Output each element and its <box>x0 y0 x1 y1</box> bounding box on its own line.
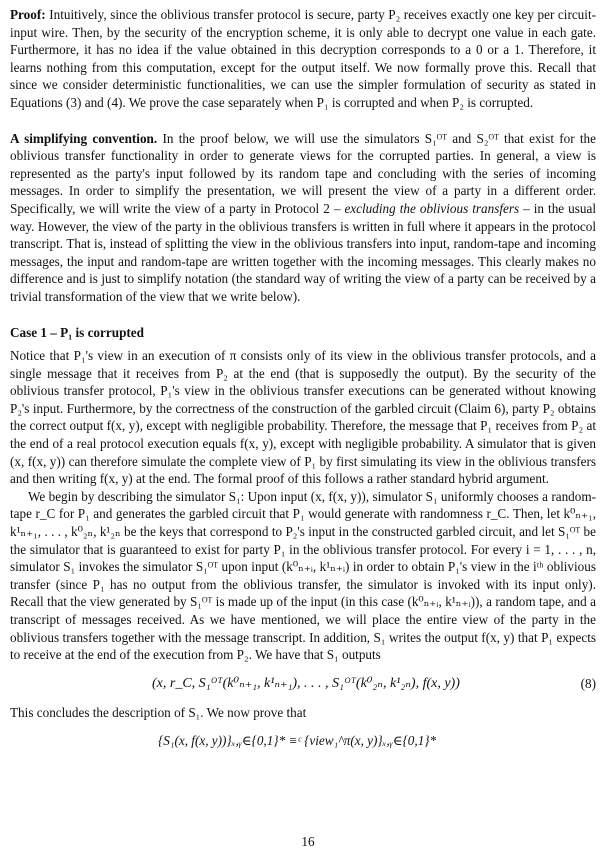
case1-paragraph-1: Notice that P₁'s view in an execution of π consists only of its view in the oblivious transfer protocols, and a single message that it receives from P₂ at the end (that is supposedly the output). By the security of the oblivious transfer protocol, P₁'s view in the oblivious transfer executions can be generated without knowing P₂'s input. Furthermore, by the correctness of the construction of the garbled circuit (Claim 6), party P₂ obtains the correct output f(x, y), except with negligible probability. Therefore, the message that P₁ receives from P₂ at the end of a real protocol execution equals f(x, y), except with negligible probability. A simulator that is given (x, f(x, y)) can therefore simulate the complete view of P₁ by first simulating its view in the oblivious transfers and then writing f(x, y) at the end. The formal proof of this follows a rather standard hybrid argument. <box>10 348 596 487</box>
equation-8 <box>10 670 596 700</box>
conclusion-line: This concludes the description of S₁. We now prove that <box>10 704 307 720</box>
equation-final-body: {S₁(x, f(x, y))}ₓ,ᵧ∈{0,1}* ≡ᶜ {view₁^π(x, y)}ₓ,ᵧ∈{0,1}* <box>158 733 437 749</box>
page-number: 16 <box>301 834 315 849</box>
convention-text-b: – in the usual way. However, the view of the party in the oblivious transfers is written in full where it appears in the protocol transcript. That is, instead of splitting the view in the oblivious transfers into input, random-tape and incoming messages, the input and random-tape are written together with the incoming messages. This clearly makes no difference and is just to simplify notation (the standard way of writing the view of a party can be received by a trivial transformation of the view that we write below). <box>10 200 597 304</box>
equation-final <box>10 727 596 757</box>
proof-paragraph <box>10 6 596 112</box>
convention-label: A simplifying convention. <box>10 130 158 146</box>
equation-8-number: (8) <box>580 675 596 691</box>
case1-paragraph-2: We begin by describing the simulator S₁: Upon input (x, f(x, y)), simulator S₁ uniformly chooses a random-tape r_C for P₁ and generates the garbled circuit that P₁ would generate with randomness r_C. Then, let k⁰ₙ₊₁, k¹ₙ₊₁, . . . , k⁰₂ₙ, k¹₂ₙ be the keys that correspond to P₂'s input in the constructed garbled circuit, and let S₁ᴼᵀ be the simulator that is guaranteed to exist for party P₁ in the oblivious transfer protocol. For every i = 1, . . . , n, simulator S₁ invokes the simulator S₁ᴼᵀ upon input (k⁰ₙ₊ᵢ, k¹ₙ₊ᵢ) in order to obtain P₁'s view in the iᵗʰ oblivious transfer (since P₁ has no output from the oblivious transfer, the simulator is invoked with its input only). Recall that the view generated by S₁ᴼᵀ is made up of the input (in this case (k⁰ₙ₊ᵢ, k¹ₙ₊ᵢ)), a random tape, and a transcript of messages received. As we have mentioned, we will place the entire view of the party in the oblivious transfers together with the message transcript. In addition, S₁ writes the output f(x, y) that P₁ expects to receive at the end of the execution from P₂. We have that S₁ outputs <box>10 488 596 663</box>
convention-emphasis: excluding the oblivious transfers <box>344 200 520 216</box>
convention-paragraph <box>10 130 596 306</box>
paper-page <box>10 6 596 761</box>
proof-label: Proof: <box>10 7 46 22</box>
equation-8-body: (x, r_C, S₁ᴼᵀ(k⁰ₙ₊₁, k¹ₙ₊₁), . . . , S₁ᴼᵀ(k⁰₂ₙ, k¹₂ₙ), f(x, y)) <box>152 675 460 691</box>
convention-text-a: In the proof below, we will use the simulators S₁ᴼᵀ and S₂ᴼᵀ that exist for the oblivious transfer functionality in order to generate views for the corrupted parties. In general, a view is represented as the party's input followed by its random tape and concluding with the series of incoming messages. In order to simplify the presentation, we will present the view of a party in a different order. Specifically, we will write the view of a party in Protocol 2 – <box>10 130 597 216</box>
proof-text: Intuitively, since the oblivious transfer protocol is secure, party P₂ receives exactly one key per circuit-input wire. Then, by the security of the encryption scheme, it is only able to decrypt one value in each gate. Furthermore, it has no idea if the value obtained in this decryption corresponds to a 0 or a 1. Therefore, it learns nothing from this computation, except for the output itself. We now formally prove this. Recall that since we consider deterministic functionalities, we can use the simpler formulation of security as stated in Equations (3) and (4). We prove the case separately when P₁ is corrupted and when P₂ is corrupted. <box>10 7 596 110</box>
case1-heading: Case 1 – P₁ is corrupted <box>10 324 144 340</box>
